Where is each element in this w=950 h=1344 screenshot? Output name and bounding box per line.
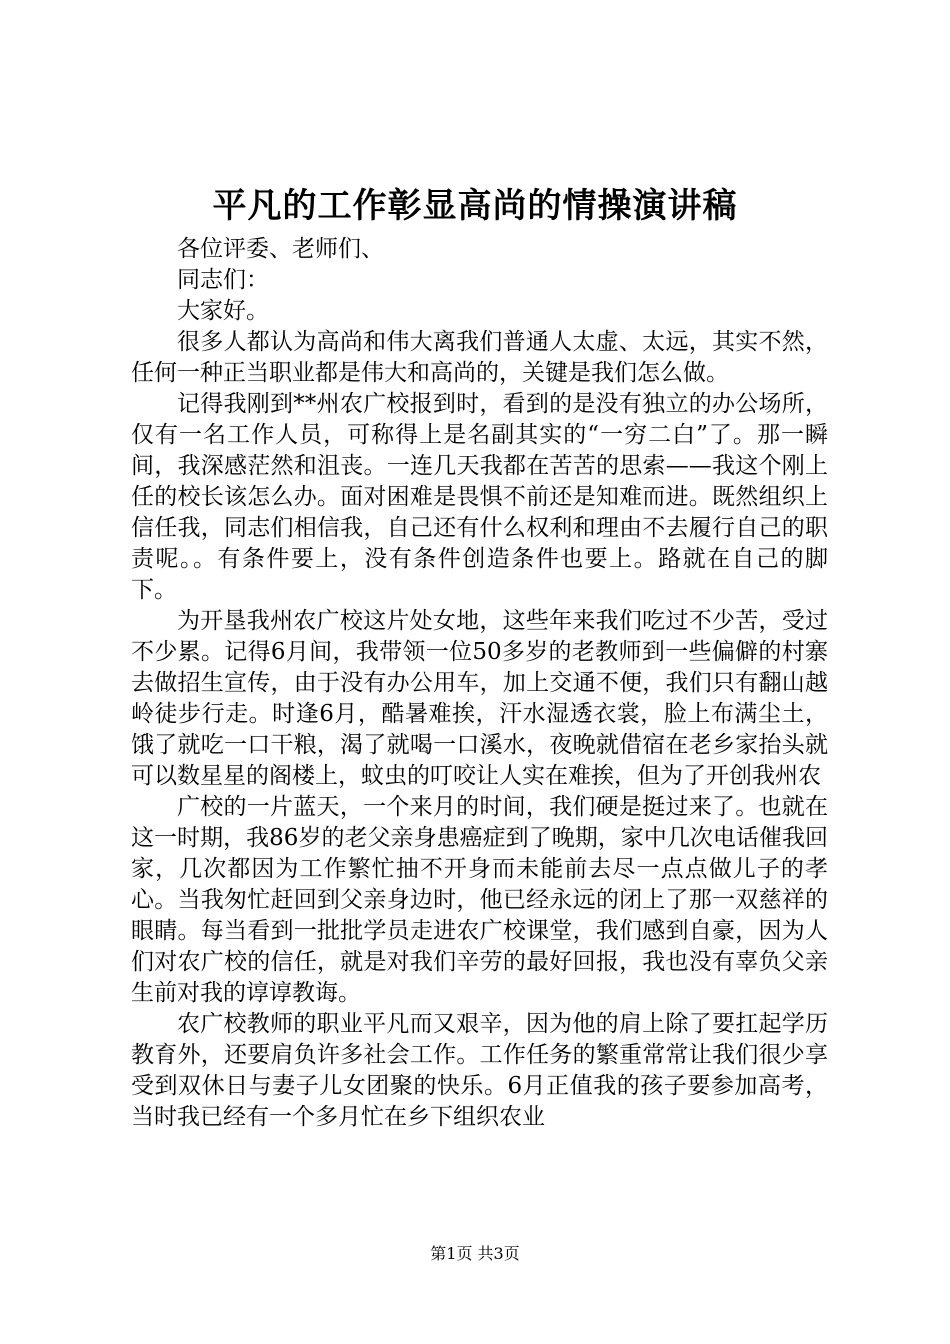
paragraph-3: 为开垦我州农广校这片处女地，这些年来我们吃过不少苦，受过不少累。记得6月间，我带领一位50多岁的老教师到一些偏僻的村寨去做招生宣传，由于没有办公用车，加上交通不便，我们只有翻山越岭徒步行走。时逢6月，酷暑难挨，汗水湿透衣裳，脸上布满尘土，饿了就吃一口干粮，渴了就喝一口溪水，夜晚就借宿在老乡家抬头就可以数星星的阁楼上，蚊虫的叮咬让人实在难挨，但为了开创我州农 (131, 608, 828, 789)
document-body (131, 234, 828, 1133)
paragraph-2: 记得我刚到**州农广校报到时，看到的是没有独立的办公场所，仅有一名工作人员，可称得上是名副其实的“一穷二白”了。那一瞬间，我深感茫然和沮丧。一连几天我都在苦苦的思索——我这个刚上任的校长该怎么办。面对困难是畏惧不前还是知难而进。既然组织上信任我，同志们相信我，自己还有什么权利和理由不去履行自己的职责呢。。有条件要上，没有条件创造条件也要上。路就在自己的脚下。 (131, 391, 828, 603)
paragraph-greeting: 大家好。 (177, 298, 269, 324)
paragraph-4: 广校的一片蓝天，一个来月的时间，我们硬是挺过来了。也就在这一时期，我86岁的老父亲身患癌症到了晚期，家中几次电话催我回家，几次都因为工作繁忙抽不开身而未能前去尽一点点做儿子的孝心。当我匆忙赶回到父亲身边时，他已经永远的闭上了那一双慈祥的眼睛。每当看到一批批学员走进农广校课堂，我们感到自豪，因为人们对农广校的信任，就是对我们辛劳的最好回报，我也没有辜负父亲生前对我的谆谆教诲。 (131, 794, 828, 1006)
document-title: 平凡的工作彰显高尚的情操演讲稿 (212, 186, 738, 226)
paragraph-1: 很多人都认为高尚和伟大离我们普通人太虚、太远，其实不然，任何一种正当职业都是伟大和高尚的，关键是我们怎么做。 (131, 329, 828, 386)
paragraph-salutation-1: 各位评委、老师们、 (177, 236, 384, 262)
paragraph-salutation-2: 同志们： (177, 267, 269, 293)
page-footer: 第1页 共3页 (430, 1244, 520, 1263)
paragraph-5: 农广校教师的职业平凡而又艰辛，因为他的肩上除了要扛起学历教育外，还要肩负许多社会工作。工作任务的繁重常常让我们很少享受到双休日与妻子儿女团聚的快乐。6月正值我的孩子要参加高考，当时我已经有一个多月忙在乡下组织农业 (131, 1011, 828, 1130)
